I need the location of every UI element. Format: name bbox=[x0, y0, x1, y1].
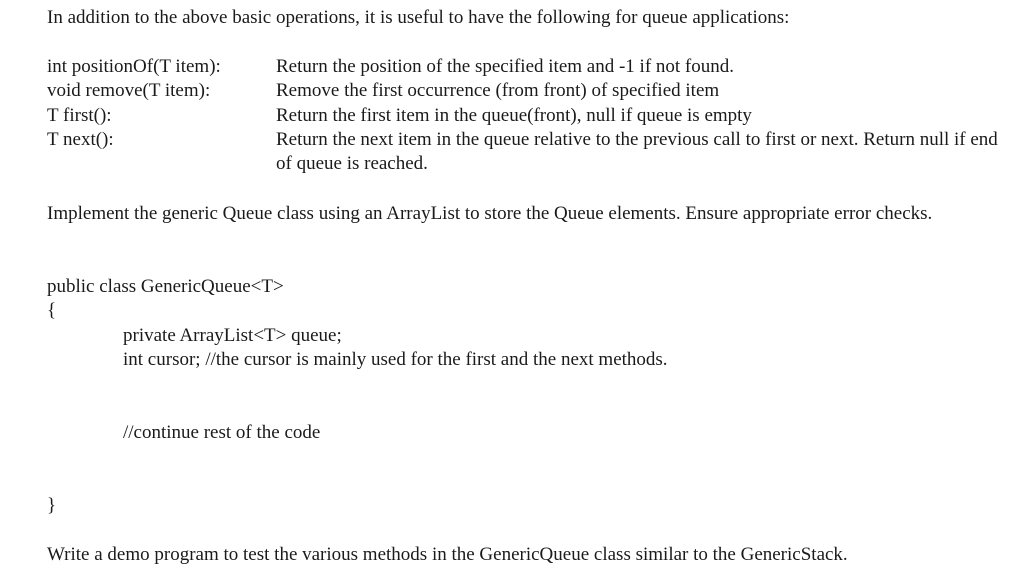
method-signature-first: T first(): bbox=[47, 105, 112, 126]
code-open-brace: { bbox=[47, 300, 57, 321]
method-signature-positionof: int positionOf(T item): bbox=[47, 56, 221, 77]
code-continue-comment: //continue rest of the code bbox=[123, 422, 321, 443]
method-description-remove: Remove the first occurrence (from front) of specified item bbox=[276, 80, 720, 101]
method-description-positionof: Return the position of the specified item and -1 if not found. bbox=[276, 56, 735, 77]
intro-paragraph: In addition to the above basic operations, it is useful to have the following for queue applications: bbox=[47, 7, 790, 28]
implement-paragraph: Implement the generic Queue class using an ArrayList to store the Queue elements. Ensure appropriate error checks. bbox=[47, 203, 933, 224]
code-close-brace: } bbox=[47, 495, 57, 516]
method-description-first: Return the first item in the queue(front), null if queue is empty bbox=[276, 105, 752, 126]
code-class-declaration: public class GenericQueue<T> bbox=[47, 276, 284, 297]
code-field-cursor: int cursor; //the cursor is mainly used for the first and the next methods. bbox=[123, 349, 668, 370]
code-field-queue: private ArrayList<T> queue; bbox=[123, 325, 342, 346]
method-description-next: Return the next item in the queue relative to the previous call to first or next. Return null if end of queue is reached. bbox=[276, 129, 998, 174]
demo-paragraph: Write a demo program to test the various methods in the GenericQueue class similar to the GenericStack. bbox=[47, 544, 848, 565]
method-signature-next: T next(): bbox=[47, 129, 114, 150]
method-signature-remove: void remove(T item): bbox=[47, 80, 211, 101]
